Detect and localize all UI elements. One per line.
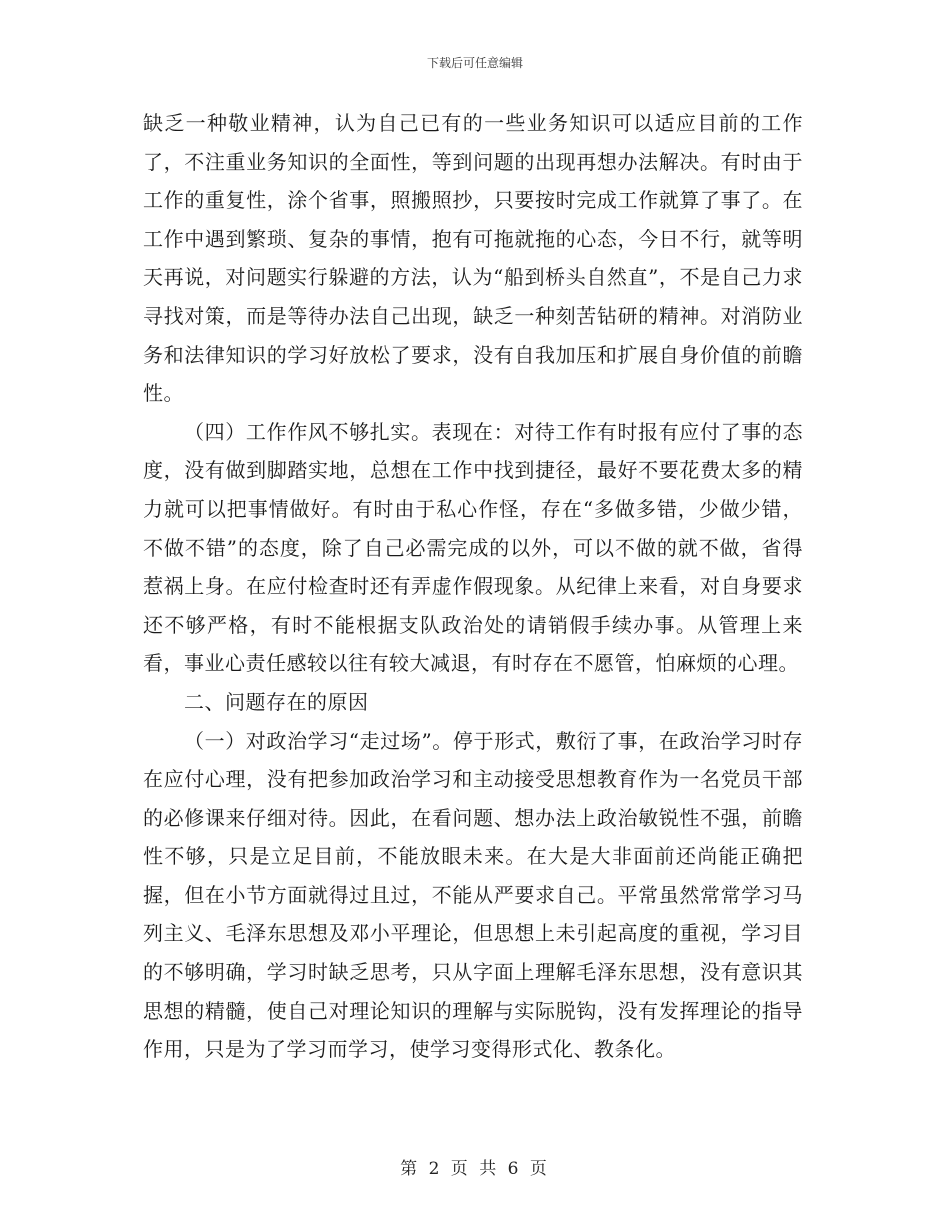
section-heading: 二、问题存在的原因: [184, 689, 369, 714]
paragraph-3: （一）对政治学习“走过场”。停于形式，敷衍了事，在政治学习时存在应付心理，没有把参加政治学习和主动接受思想教育作为一名党员干部的必修课来仔细对待。因此，在看问题、想办法上政治敏锐性不强，前瞻性不够，只是立足目前，不能放眼未来。在大是大非面前还尚能正确把握，但在小节方面就得过且过，不能从严要求自己。平常虽然常常学习马列主义、毛泽东思想及邓小平理论，但思想上未引起高度的重视，学习目的不够明确，学习时缺乏思考，只从字面上理解毛泽东思想，没有意识其思想的精髓，使自己对理论知识的理解与实际脱钩，没有发挥理论的指导作用，只是为了学习而学习，使学习变得形式化、教条化。: [143, 728, 803, 1062]
paragraph-1: 缺乏一种敬业精神，认为自己已有的一些业务知识可以适应目前的工作了，不注重业务知识的全面性，等到问题的出现再想办法解决。有时由于工作的重复性，涂个省事，照搬照抄，只要按时完成工作就算了事了。在工作中遇到繁琐、复杂的事情，抱有可拖就拖的心态，今日不行，就等明天再说，对问题实行躲避的方法，认为“船到桥头自然直”，不是自己力求寻找对策，而是等待办法自己出现，缺乏一种刻苦钻研的精神。对消防业务和法律知识的学习好放松了要求，没有自我加压和扩展自身价值的前瞻性。: [143, 111, 803, 406]
page-number-footer: 第 2 页 共 6 页: [400, 1159, 550, 1179]
paragraph-2: （四）工作作风不够扎实。表现在：对待工作有时报有应付了事的态度，没有做到脚踏实地，总想在工作中找到捷径，最好不要花费太多的精力就可以把事情做好。有时由于私心作怪，存在“多做多错，少做少错，不做不错”的态度，除了自己必需完成的以外，可以不做的就不做，省得惹祸上身。在应付检查时还有弄虚作假现象。从纪律上来看，对自身要求还不够严格，有时不能根据支队政治处的请销假手续办事。从管理上来看，事业心责任感较以往有较大减退，有时存在不愿管，怕麻烦的心理。: [143, 419, 803, 676]
document-body: [143, 104, 803, 1069]
page-header: 下载后可任意编辑: [426, 56, 523, 70]
